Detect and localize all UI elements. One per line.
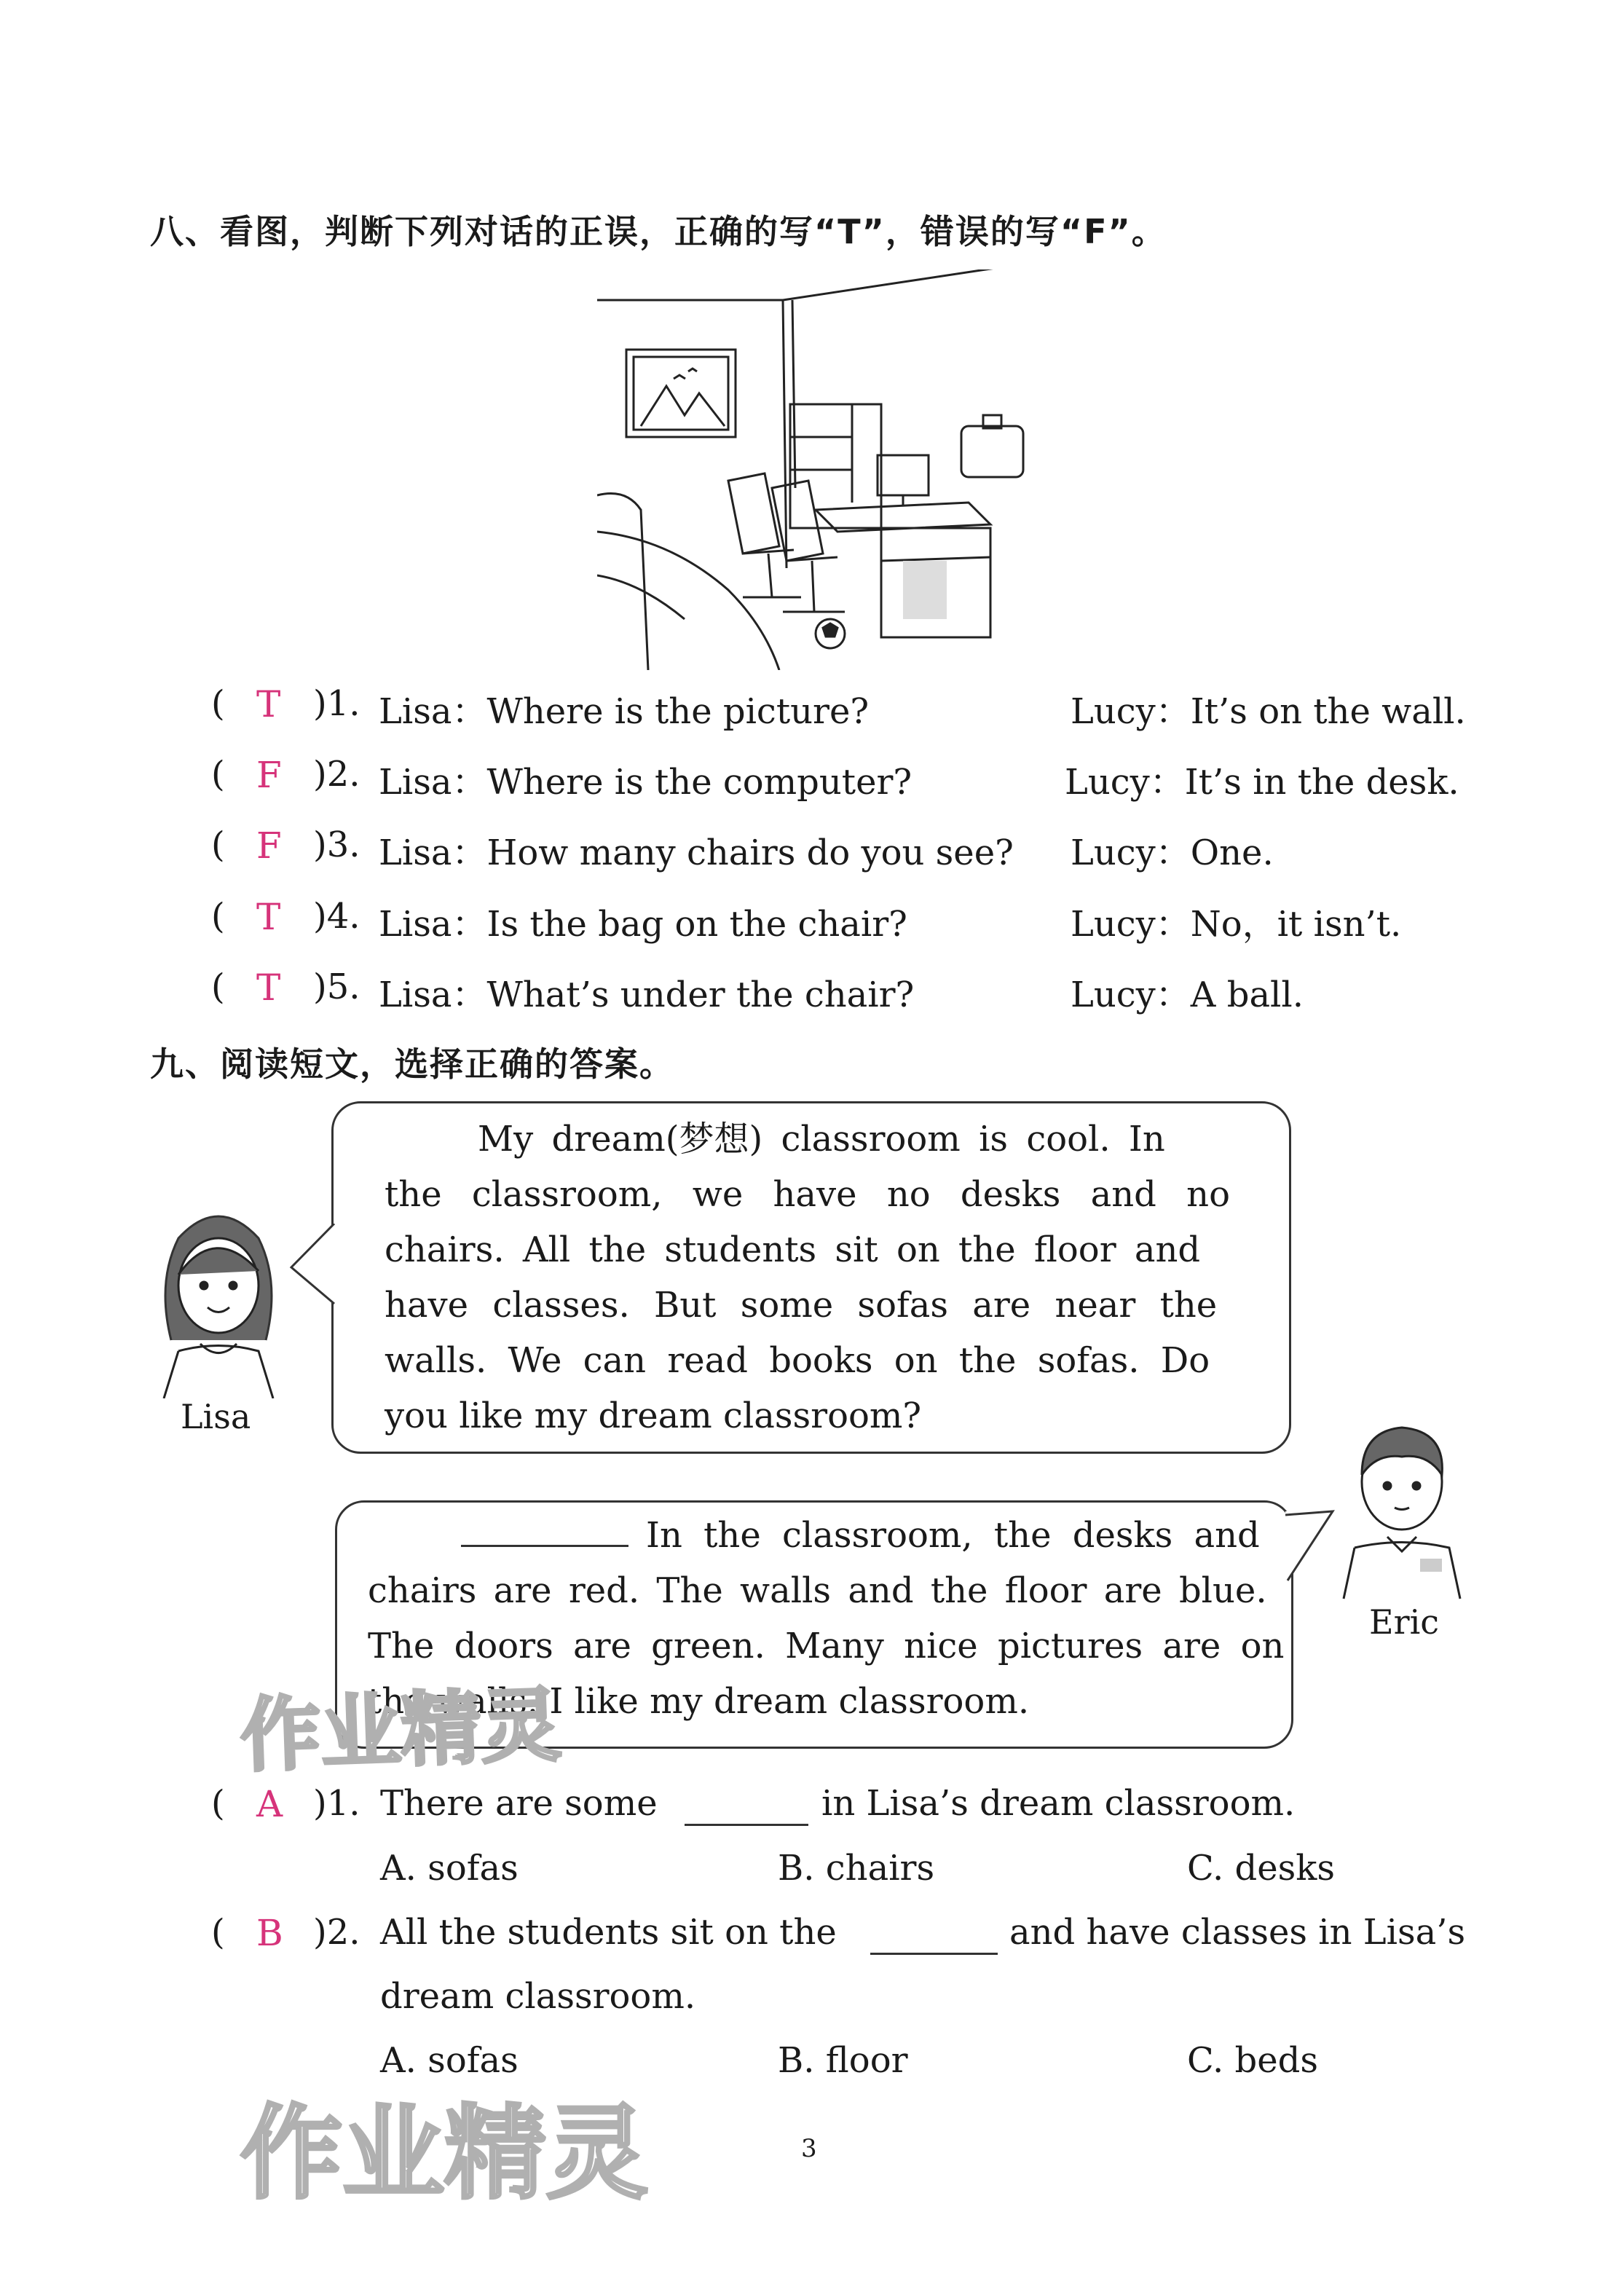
answer-mark: F bbox=[256, 824, 282, 867]
lucy-reply: Lucy：It’s in the desk. bbox=[1065, 762, 1459, 803]
lisa-question: Lisa：How many chairs do you see? bbox=[379, 832, 1014, 873]
blank-line bbox=[685, 1824, 808, 1826]
question-number: )2. bbox=[313, 1912, 360, 1953]
lisa-bubble-tail bbox=[288, 1224, 339, 1311]
option-a: A. sofas bbox=[380, 2040, 519, 2081]
answer-mark: T bbox=[256, 683, 281, 725]
answer-mark: A bbox=[256, 1783, 283, 1825]
lisa-question: Lisa：Is the bag on the chair? bbox=[379, 904, 907, 945]
question-continuation: dream classroom. bbox=[380, 1976, 696, 2017]
passage-line: the classroom, we have no desks and no bbox=[385, 1174, 1230, 1215]
passage-line bbox=[368, 1508, 1271, 1563]
question-number: )1. bbox=[313, 1783, 360, 1824]
question-text: and have classes in Lisa’s bbox=[1009, 1912, 1466, 1953]
watermark: 作业精灵 bbox=[239, 1678, 563, 1783]
question-number: )1. bbox=[313, 683, 360, 724]
section-9-title: 九、阅读短文，选择正确的答案。 bbox=[150, 1044, 674, 1084]
bracket: ( bbox=[211, 683, 225, 724]
lucy-reply: Lucy：No，it isn’t. bbox=[1071, 904, 1402, 945]
question-number: )2. bbox=[313, 754, 360, 795]
passage-line: chairs. All the students sit on the floor and bbox=[385, 1229, 1201, 1270]
answer-mark: F bbox=[256, 754, 282, 796]
question-number: )4. bbox=[313, 896, 360, 937]
option-c: C. desks bbox=[1187, 1848, 1336, 1889]
option-a: A. sofas bbox=[380, 1848, 519, 1889]
lisa-question: Lisa：Where is the picture? bbox=[379, 691, 870, 732]
eric-name: Eric bbox=[1369, 1602, 1440, 1642]
passage-line: The doors are green. Many nice pictures are on bbox=[368, 1626, 1285, 1666]
lisa-name: Lisa bbox=[181, 1397, 251, 1436]
passage-line: My dream(梦想) classroom is cool. In bbox=[478, 1119, 1165, 1160]
blank-line bbox=[461, 1545, 628, 1547]
bracket: ( bbox=[211, 896, 225, 937]
bedroom-illustration bbox=[597, 269, 1034, 670]
passage-line: you like my dream classroom? bbox=[385, 1395, 922, 1436]
question-text: in Lisa’s dream classroom. bbox=[821, 1783, 1296, 1824]
bracket: ( bbox=[211, 754, 225, 795]
bracket: ( bbox=[211, 1912, 225, 1953]
question-text: All the students sit on the bbox=[380, 1912, 837, 1953]
passage-text: In the classroom, the desks and bbox=[646, 1515, 1260, 1556]
lucy-reply: Lucy：One. bbox=[1071, 832, 1274, 873]
watermark: 作业精灵 bbox=[240, 2095, 649, 2213]
question-text: There are some bbox=[380, 1783, 658, 1824]
bracket: ( bbox=[211, 967, 225, 1007]
option-c: C. beds bbox=[1187, 2040, 1319, 2081]
bracket: ( bbox=[211, 824, 225, 865]
lucy-reply: Lucy：It’s on the wall. bbox=[1071, 691, 1466, 732]
passage-line: the walls. I like my dream classroom. bbox=[368, 1681, 1030, 1722]
option-b: B. floor bbox=[778, 2040, 908, 2081]
option-b: B. chairs bbox=[778, 1848, 935, 1889]
lisa-question: Lisa：Where is the computer? bbox=[379, 762, 912, 803]
section-8-title: 八、看图，判断下列对话的正误，正确的写“T”，错误的写“F”。 bbox=[150, 212, 1167, 251]
answer-mark: T bbox=[256, 896, 281, 938]
question-number: )3. bbox=[313, 824, 360, 865]
question-number: )5. bbox=[313, 967, 360, 1007]
bracket: ( bbox=[211, 1783, 225, 1824]
answer-mark: T bbox=[256, 967, 281, 1009]
answer-mark: B bbox=[256, 1912, 283, 1954]
lucy-reply: Lucy：A ball. bbox=[1071, 975, 1304, 1015]
eric-avatar bbox=[1325, 1402, 1478, 1606]
eric-bubble-tail bbox=[1282, 1504, 1340, 1591]
lisa-passage bbox=[385, 1111, 1237, 1444]
lisa-avatar bbox=[149, 1194, 288, 1398]
passage-line: chairs are red. The walls and the floor are blue. bbox=[368, 1570, 1267, 1611]
blank-line bbox=[870, 1953, 998, 1955]
passage-line: walls. We can read books on the sofas. Do bbox=[385, 1340, 1210, 1381]
passage-line: have classes. But some sofas are near the bbox=[385, 1285, 1218, 1326]
lisa-question: Lisa：What’s under the chair? bbox=[379, 975, 915, 1015]
page-number: 3 bbox=[801, 2134, 817, 2163]
